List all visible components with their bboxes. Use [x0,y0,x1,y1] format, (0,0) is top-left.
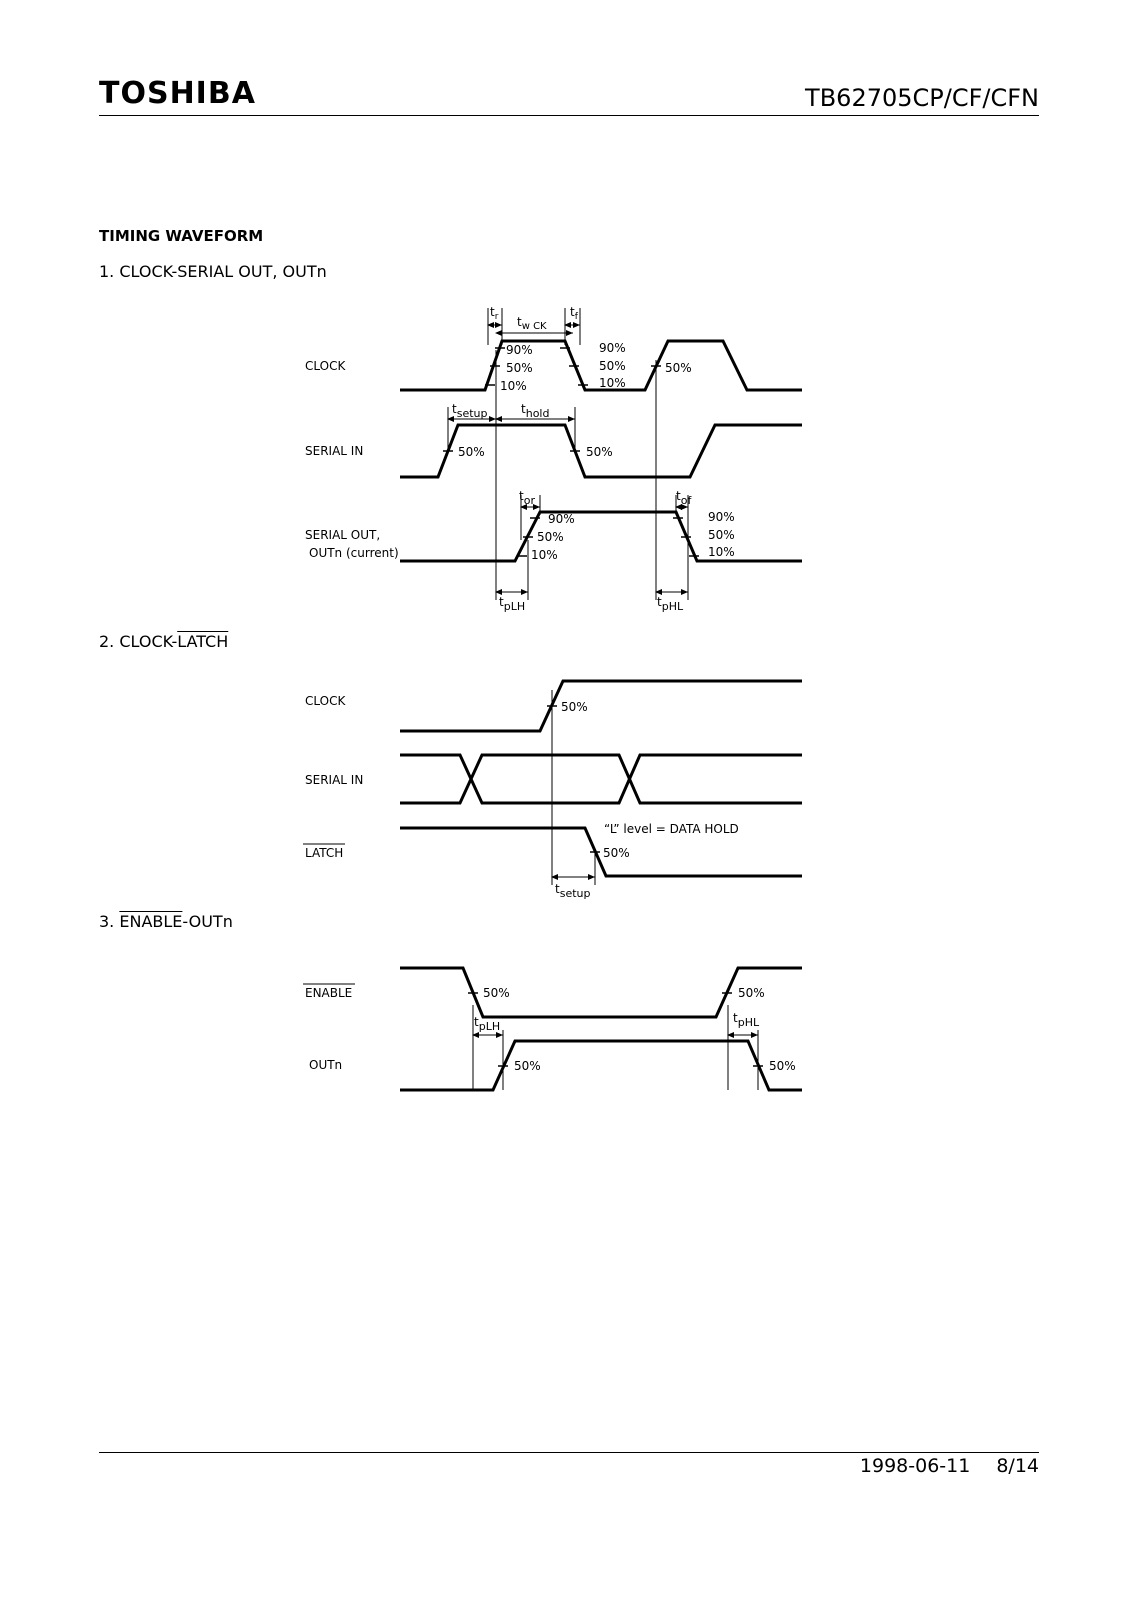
svg-text:tw CK: $t_{w CK}$ [517,315,547,332]
svg-text:tor: tor [519,489,535,507]
timing-diagram-3 [303,968,802,1090]
serial-in-lower [400,755,802,803]
footer [860,1455,1039,1477]
svg-text:50%: 50% [738,986,765,1000]
enable-overlined: ENABLE [119,912,183,931]
latch-waveform [400,828,802,876]
serial-out-waveform [400,512,802,561]
document-number: TB62705CP/CF/CFN [805,84,1039,112]
data-hold-note: “L” level = DATA HOLD [604,822,739,836]
svg-text:50%: 50% [708,528,735,542]
svg-text:tpLH: tpLH [474,1015,501,1033]
svg-text:50%: 50% [665,361,692,375]
footer-date: 1998-06-11 [859,1455,971,1477]
latch-label: LATCH [305,846,344,860]
page-number: 8/14 [996,1455,1039,1477]
svg-text:tf: $t_f$ [570,305,578,322]
footer-rule [99,1452,1039,1453]
svg-text:10%: 10% [708,545,735,559]
serial-out-label: SERIAL OUT, [305,528,381,542]
brand-logo: TOSHIBA [99,76,256,111]
serial-in-upper [400,755,802,803]
svg-text:thold: thold [521,402,550,420]
serial-in-label-2: SERIAL IN [305,773,364,787]
svg-text:tpLH: tpLH [499,595,526,613]
section-title: TIMING WAVEFORM [99,227,264,245]
svg-text:50%: 50% [599,359,626,373]
svg-text:tof: tof [676,489,692,507]
svg-text:50%: 50% [506,361,533,375]
outn-current-label: OUTn (current) [309,546,399,560]
svg-text:10%: 10% [599,376,626,390]
svg-text:50%: 50% [769,1059,796,1073]
svg-text:90%: 90% [708,510,735,524]
timing-diagram-2 [303,681,802,885]
svg-text:50%: 50% [458,445,485,459]
svg-text:tpHL: tpHL [733,1011,760,1029]
svg-text:50%: 50% [483,986,510,1000]
svg-text:10%: 10% [500,379,527,393]
svg-text:tr: $t_r$ [490,305,499,322]
diagram-2-title: 2. CLOCK-LATCH [99,632,229,651]
svg-text:tsetup: tsetup [555,882,591,900]
serial-in-label: SERIAL IN [305,444,364,458]
svg-text:50%: 50% [514,1059,541,1073]
svg-text:tpHL: tpHL [657,595,684,613]
diagram-1-title: 1. CLOCK-SERIAL OUT, OUTn [99,262,327,281]
enable-label: ENABLE [305,986,353,1000]
svg-text:50%: 50% [561,700,588,714]
diagram-3-title: 3. ENABLE-OUTn [99,912,233,931]
clock-waveform-2 [400,681,802,731]
outn-label: OUTn [309,1058,343,1072]
svg-text:90%: 90% [599,341,626,355]
svg-text:50%: 50% [537,530,564,544]
svg-text:50%: 50% [603,846,630,860]
svg-text:10%: 10% [531,548,558,562]
clock-label-2: CLOCK [305,694,346,708]
latch-overlined: LATCH [177,632,229,651]
outn-waveform [400,1041,802,1090]
clock-label: CLOCK [305,359,346,373]
svg-text:90%: 90% [548,512,575,526]
svg-text:tsetup: tsetup [452,402,488,420]
svg-text:90%: 90% [506,343,533,357]
svg-text:50%: 50% [586,445,613,459]
